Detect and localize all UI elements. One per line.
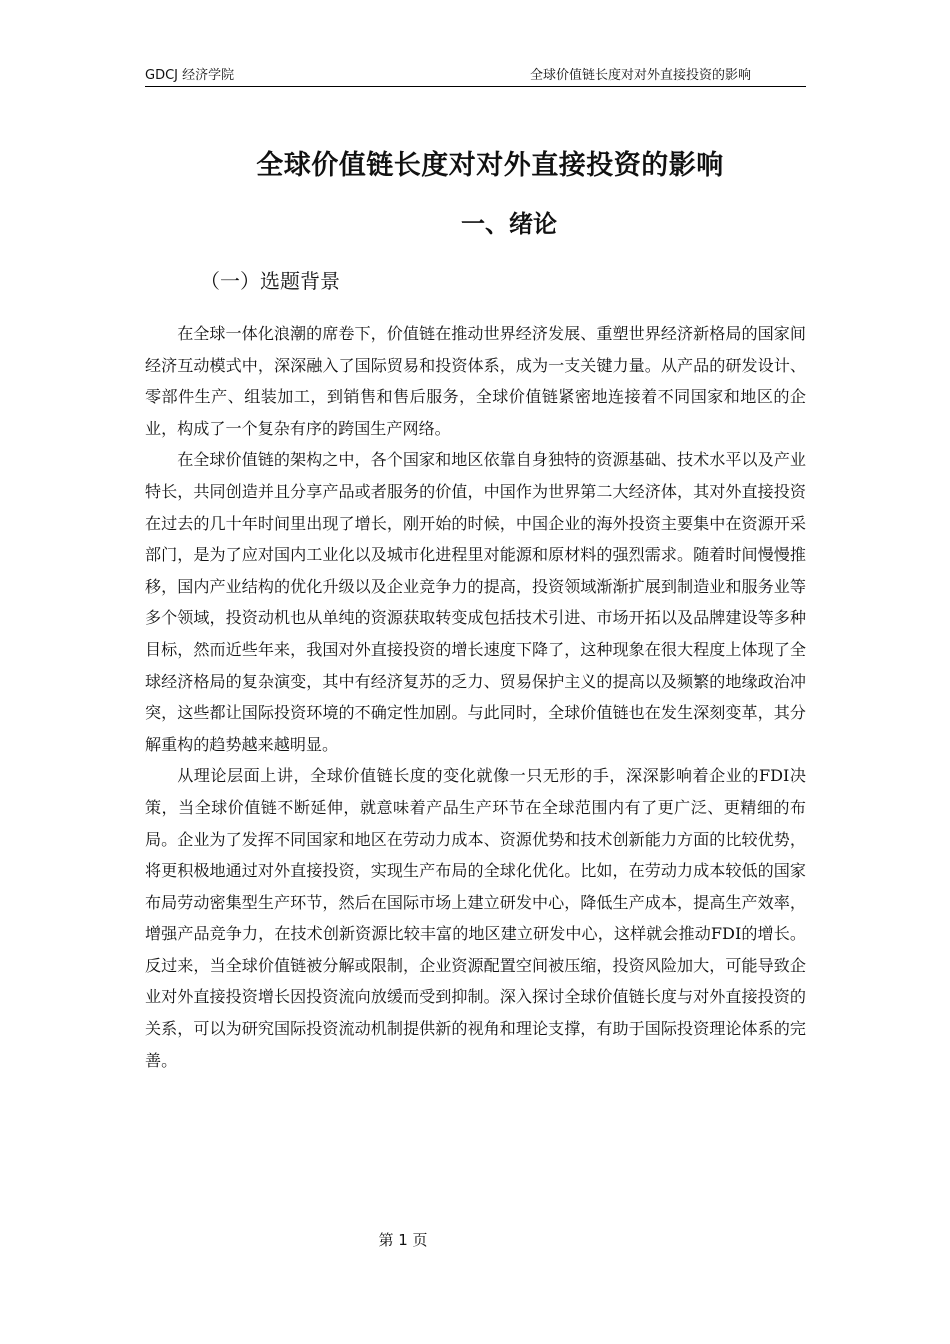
paragraph: 在全球一体化浪潮的席卷下，价值链在推动世界经济发展、重塑世界经济新格局的国家间经济互动模式中，深深融入了国际贸易和投资体系，成为一支关键力量。从产品的研发设计、零部件生产、组装加工，到销售和售后服务，全球价值链紧密地连接着不同国家和地区的企业，构成了一个复杂有序的跨国生产网络。 xyxy=(145,324,806,438)
running-header xyxy=(145,66,806,87)
header-school: GDCJ 经济学院 xyxy=(145,68,235,83)
section-heading: 一、绪论 xyxy=(461,210,557,238)
page-number: 第 1 页 xyxy=(378,1231,428,1249)
paragraph: 从理论层面上讲，全球价值链长度的变化就像一只无形的手，深深影响着企业的FDI决策，当全球价值链不断延伸，就意味着产品生产环节在全球范围内有了更广泛、更精细的布局。企业为了发挥不同国家和地区在劳动力成本、资源优势和技术创新能力方面的比较优势，将更积极地通过对外直接投资，实现生产布局的全球化优化。比如，在劳动力成本较低的国家布局劳动密集型生产环节，然后在国际市场上建立研发中心，降低生产成本，提高生产效率，增强产品竞争力，在技术创新资源比较丰富的地区建立研发中心，这样就会推动FDI的增长。反过来，当全球价值链被分解或限制，企业资源配置空间被压缩，投资风险加大，可能导致企业对外直接投资增长因投资流向放缓而受到抑制。深入探讨全球价值链长度与对外直接投资的关系，可以为研究国际投资流动机制提供新的视角和理论支撑，有助于国际投资理论体系的完善。 xyxy=(145,766,806,1070)
body-text xyxy=(145,318,806,1076)
subsection-heading: （一）选题背景 xyxy=(200,269,340,293)
paper-title: 全球价值链长度对对外直接投资的影响 xyxy=(256,150,724,181)
header-doc-title: 全球价值链长度对对外直接投资的影响 xyxy=(529,68,751,83)
paragraph: 在全球价值链的架构之中，各个国家和地区依靠自身独特的资源基础、技术水平以及产业特长，共同创造并且分享产品或者服务的价值，中国作为世界第二大经济体，其对外直接投资在过去的几十年时间里出现了增长，刚开始的时候，中国企业的海外投资主要集中在资源开采部门，是为了应对国内工业化以及城市化进程里对能源和原材料的强烈需求。随着时间慢慢推移，国内产业结构的优化升级以及企业竞争力的提高，投资领域渐渐扩展到制造业和服务业等多个领域，投资动机也从单纯的资源获取转变成包括技术引进、市场开拓以及品牌建设等多种目标，然而近些年来，我国对外直接投资的增长速度下降了，这种现象在很大程度上体现了全球经济格局的复杂演变，其中有经济复苏的乏力、贸易保护主义的提高以及频繁的地缘政治冲突，这些都让国际投资环境的不确定性加剧。与此同时，全球价值链也在发生深刻变革，其分解重构的趋势越来越明显。 xyxy=(145,450,806,754)
